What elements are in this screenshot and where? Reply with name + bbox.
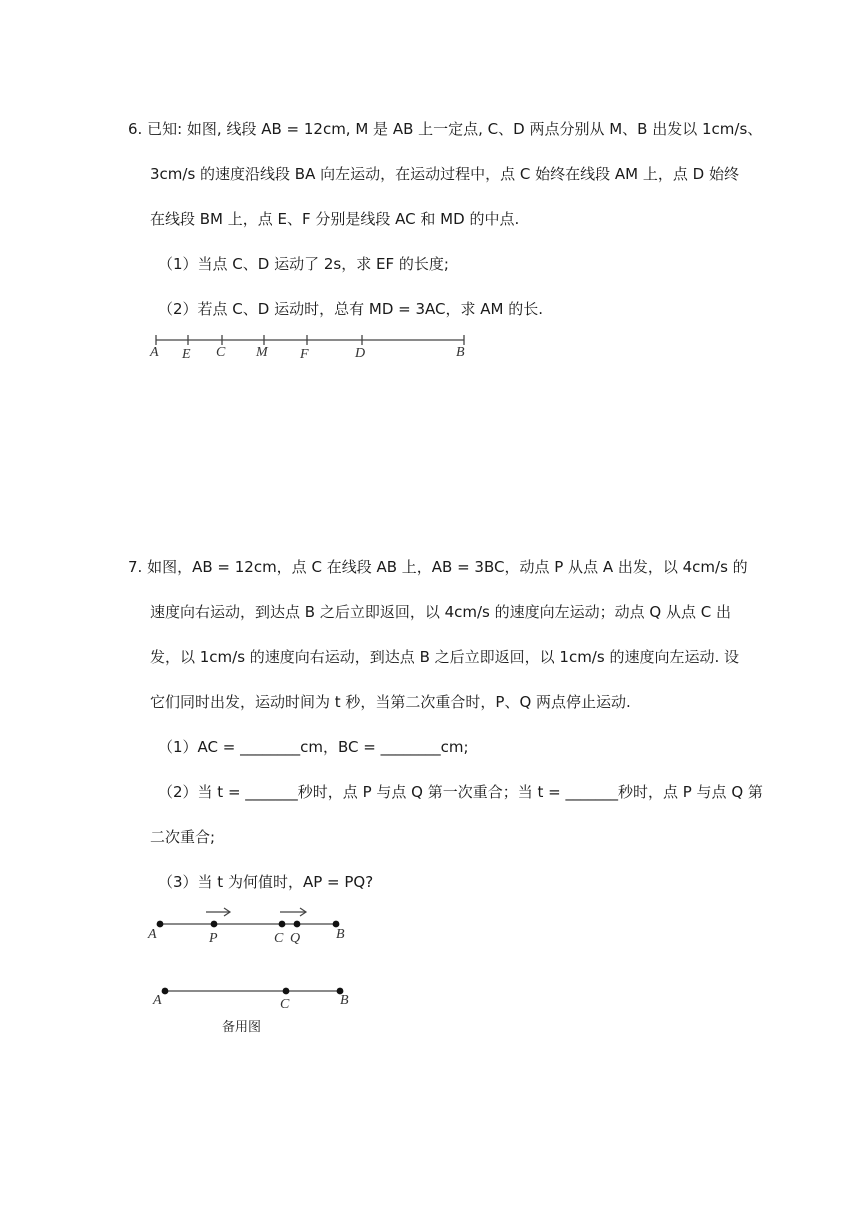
q7-arrow-p xyxy=(206,908,230,916)
q6-label-f: F xyxy=(300,347,309,362)
q7-spare-label-b: B xyxy=(340,993,349,1008)
q6-subq-2: （2）若点 C、D 运动时，总有 MD = 3AC，求 AM 的长. xyxy=(158,300,543,318)
q7-subq-2: （2）当 t = _______秒时，点 P 与点 Q 第一次重合；当 t = _______秒时，点 P 与点 Q 第 xyxy=(158,783,763,801)
q7-line-3: 发，以 1cm/s 的速度向右运动，到达点 B 之后立即返回，以 1cm/s 的速度向左运动. 设 xyxy=(150,648,739,666)
q6-label-b: B xyxy=(456,345,465,360)
q6-label-a: A xyxy=(150,345,159,360)
q6-label-c: C xyxy=(216,345,226,360)
q6-segment-figure xyxy=(140,330,480,370)
q7-spare-figure xyxy=(140,980,370,1016)
q6-label-m: M xyxy=(256,345,268,360)
q6-line-2: 3cm/s 的速度沿线段 BA 向左运动，在运动过程中，点 C 始终在线段 AM 上，点 D 始终 xyxy=(150,165,739,183)
q7-line-1: 7. 如图，AB = 12cm，点 C 在线段 AB 上，AB = 3BC，动点 P 从点 A 出发，以 4cm/s 的 xyxy=(128,558,748,576)
q7-subq-3: （3）当 t 为何值时，AP = PQ? xyxy=(158,873,374,891)
q6-label-d: D xyxy=(355,346,366,361)
q7-line-4: 它们同时出发，运动时间为 t 秒，当第二次重合时，P、Q 两点停止运动. xyxy=(150,693,631,711)
q7-arrow-q xyxy=(280,908,306,916)
q7-subq-2-cont: 二次重合; xyxy=(150,828,216,846)
q7-label-p: P xyxy=(209,931,218,946)
q7-label-a: A xyxy=(148,927,157,942)
q7-point-q xyxy=(294,921,301,928)
q7-label-q: Q xyxy=(290,931,301,946)
q7-spare-label-c: C xyxy=(280,997,290,1012)
q7-motion-figure xyxy=(140,902,370,950)
q6-label-e: E xyxy=(182,347,191,362)
q7-spare-point-c xyxy=(283,988,290,995)
q7-point-c xyxy=(279,921,286,928)
q7-subq-1: （1）AC = ________cm，BC = ________cm; xyxy=(158,738,469,756)
q6-line-1: 6. 已知: 如图, 线段 AB = 12cm, M 是 AB 上一定点, C、D 两点分别从 M、B 出发以 1cm/s、 xyxy=(128,120,763,138)
q7-spare-figure-caption: 备用图 xyxy=(222,1020,262,1035)
q6-line-3: 在线段 BM 上，点 E、F 分别是线段 AC 和 MD 的中点. xyxy=(150,210,520,228)
q7-point-p xyxy=(211,921,218,928)
q7-label-b: B xyxy=(336,927,345,942)
q6-subq-1: （1）当点 C、D 运动了 2s，求 EF 的长度; xyxy=(158,255,449,273)
q7-spare-point-a xyxy=(162,988,169,995)
q7-point-a xyxy=(157,921,164,928)
q7-label-c: C xyxy=(274,931,284,946)
q7-spare-label-a: A xyxy=(153,993,162,1008)
q7-line-2: 速度向右运动，到达点 B 之后立即返回，以 4cm/s 的速度向左运动；动点 Q 从点 C 出 xyxy=(150,603,731,621)
